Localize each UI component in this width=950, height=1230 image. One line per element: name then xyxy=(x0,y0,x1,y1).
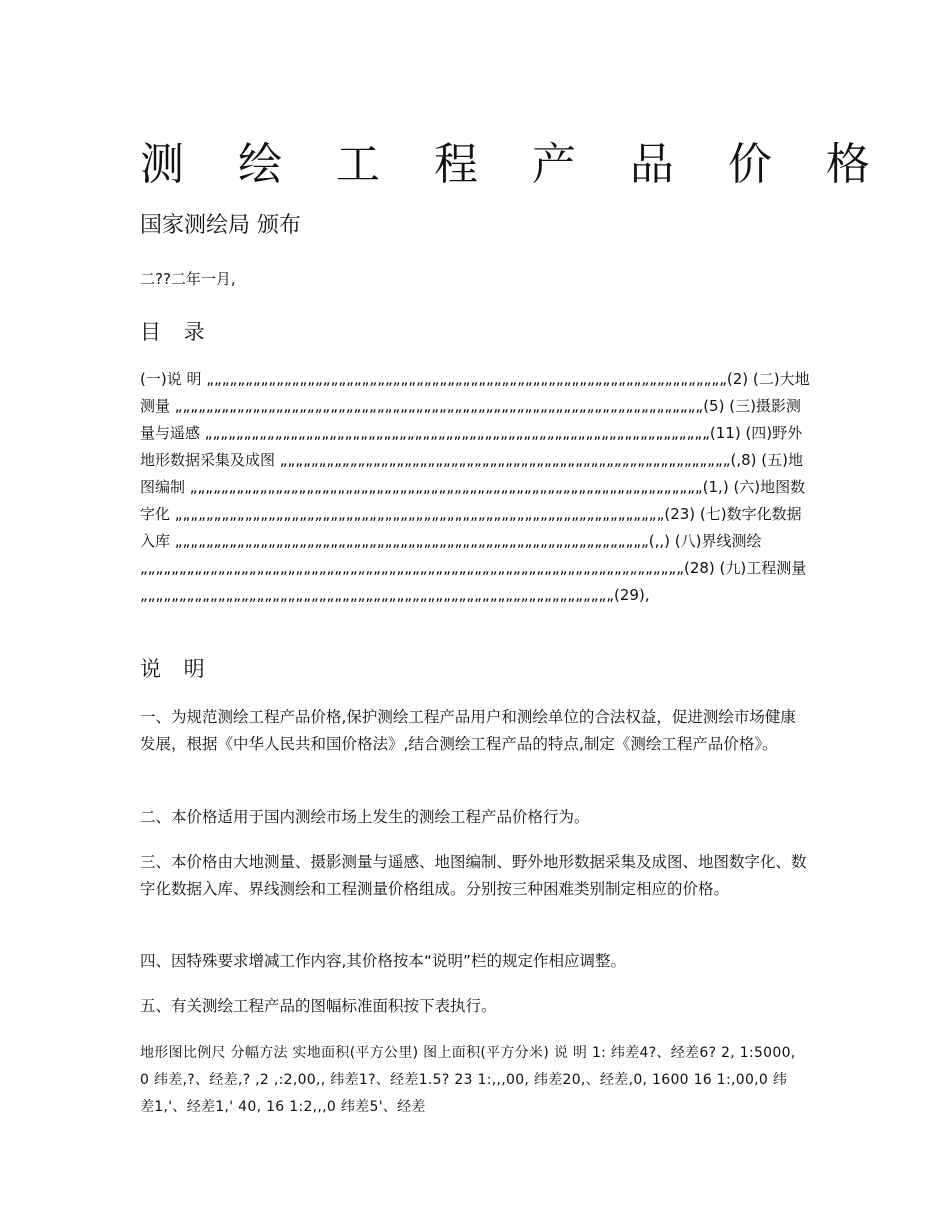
paragraph: 五、有关测绘工程产品的图幅标准面积按下表执行。 xyxy=(140,997,497,1015)
paragraph: 四、因特殊要求增减工作内容,其价格按本“说明”栏的规定作相应调整。 xyxy=(140,952,626,970)
paragraph: 二、本价格适用于国内测绘市场上发生的测绘工程产品价格行为。 xyxy=(140,808,590,826)
table-of-contents: (一)说 明 „„„„„„„„„„„„„„„„„„„„„„„„„„„„„„„„„„„„„„„„„„„„„„„„„„„„„„„„„„„„„„„„„„„(2) (二)大地测量 „„„„„„„„„„„„„„„„„„„„„„„„„„„„„„„„„„„„„„„„„„„„„„„„„„„„„„„„„„„„„„„„„„„„(5) (三)摄影测量与遥感 „„„„„„„„„„„„„„„„„„„„„„„„„„„„„„„„„„„„„„„„„„„„„„„„„„„„„„„„„„„„„„„„„(11) (四)野外地形数据采集及成图 „„„„„„„„„„„„„„„„„„„„„„„„„„„„„„„„„„„„„„„„„„„„„„„„„„„„„„„„„„(,8) (五)地图编制 „„„„„„„„„„„„„„„„„„„„„„„„„„„„„„„„„„„„„„„„„„„„„„„„„„„„„„„„„„„„„„„„„„(1,) (六)地图数字化 „„„„„„„„„„„„„„„„„„„„„„„„„„„„„„„„„„„„„„„„„„„„„„„„„„„„„„„„„„„„„„„(23) (七)数字化数据入库 „„„„„„„„„„„„„„„„„„„„„„„„„„„„„„„„„„„„„„„„„„„„„„„„„„„„„„„„„„„„„(,,) (八)界线测绘„„„„„„„„„„„„„„„„„„„„„„„„„„„„„„„„„„„„„„„„„„„„„„„„„„„„„„„„„„„„„„„„„„„„„„(28) (九)工程测量 „„„„„„„„„„„„„„„„„„„„„„„„„„„„„„„„„„„„„„„„„„„„„„„„„„„„„„„„„„„„„(29), xyxy=(140,370,810,604)
section-heading: 说 明 xyxy=(140,657,213,681)
publication-date: 二??二年一月, xyxy=(140,270,236,288)
issuer-line: 国家测绘局 颁布 xyxy=(140,213,301,238)
paragraph: 一、为规范测绘工程产品价格,保护测绘工程产品用户和测绘单位的合法权益，促进测绘市场健康发展，根据《中华人民共和国价格法》,结合测绘工程产品的特点,制定《测绘工程产品价格》。 xyxy=(140,708,796,753)
paragraph: 三、本价格由大地测量、摄影测量与遥感、地图编制、野外地形数据采集及成图、地图数字化、数字化数据入库、界线测绘和工程测量价格组成。分别按三种困难类别制定相应的价格。 xyxy=(140,853,807,898)
document-title: 测 绘 工 程 产 品 价 格 xyxy=(140,139,890,190)
map-sheet-table-text: 地形图比例尺 分幅方法 实地面积(平方公里) 图上面积(平方分米) 说 明 1: 纬差4?、经差6? 2, 1:5000,0 纬差,?、经差,? ,2 ,:2,00,, 纬差1?、经差1.5? 23 1:,,,00, 纬差20,、经差,0, 1600 16 1:,00,0 纬差1,'、经差1,' 40, 16 1:2,,,0 纬差5'、经差 xyxy=(140,1045,796,1115)
toc-heading: 目 录 xyxy=(140,320,213,344)
